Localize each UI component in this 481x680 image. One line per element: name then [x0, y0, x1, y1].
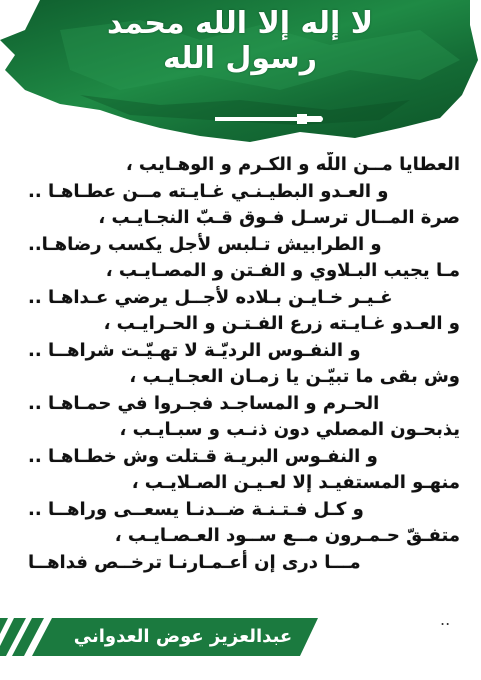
trailing-dots: ..: [440, 610, 451, 629]
poem-line: العطايا مــن اللّه و الكـرم و الوهـايب ،: [125, 154, 460, 175]
poem-line: يذبحـون المصلي دون ذنـب و سبـايـب ،: [119, 419, 460, 440]
poem-line: و كـل فـتـنـة ضــدنـا يسعــى وراهــا ..: [28, 498, 364, 520]
poem: [20, 152, 462, 576]
poem-line: و النفـوس الرديّـة لا تهـيّـت شراهــا ..: [28, 339, 361, 361]
sword-icon: [215, 112, 325, 126]
poem-line: وش بقى ما تبيّـن يا زمـان العجـايـب ،: [129, 366, 460, 387]
poem-line: الحـرم و المساجـد فجـروا في حمـاهـا ..: [28, 392, 380, 414]
poem-line: منهـو المستفيـد إلا لعـيـن الصـلايـب ،: [131, 472, 460, 493]
poem-line: صرة المــال ترسـل فـوق قـبّ النجـايـب ،: [98, 207, 460, 228]
shahada-text: لا إله إلا الله محمد رسول الله: [106, 6, 374, 76]
poem-line: مـا يجيب البـلاوي و الفـتن و المصـايـب ،: [105, 260, 460, 281]
poem-line: و النفـوس البريـة قـتلت وش خطـاهـا ..: [28, 445, 378, 467]
poem-line: و العـدو غـايـته زرع الفـتـن و الحـرايـب ،: [103, 313, 460, 334]
poem-line: و الطرابيش تـلبس لأجل يكسب رضاهـا..: [28, 233, 382, 255]
poem-line: متفـقّ حـمـرون مــع ســود العـصـايـب ،: [114, 525, 460, 546]
poet-name: عبدالعزيز عوض العدواني: [73, 626, 293, 647]
poem-line: غـيـر خـايـن بـلاده لأجــل يرضي عـداهـا ..: [28, 286, 393, 308]
poem-line: مـــا درى إن أعـمـارنـا ترخــص فداهــا: [28, 551, 361, 573]
poem-line: و العـدو البطيـنـي غـايـته مــن عطـاهـا ..: [28, 180, 389, 202]
